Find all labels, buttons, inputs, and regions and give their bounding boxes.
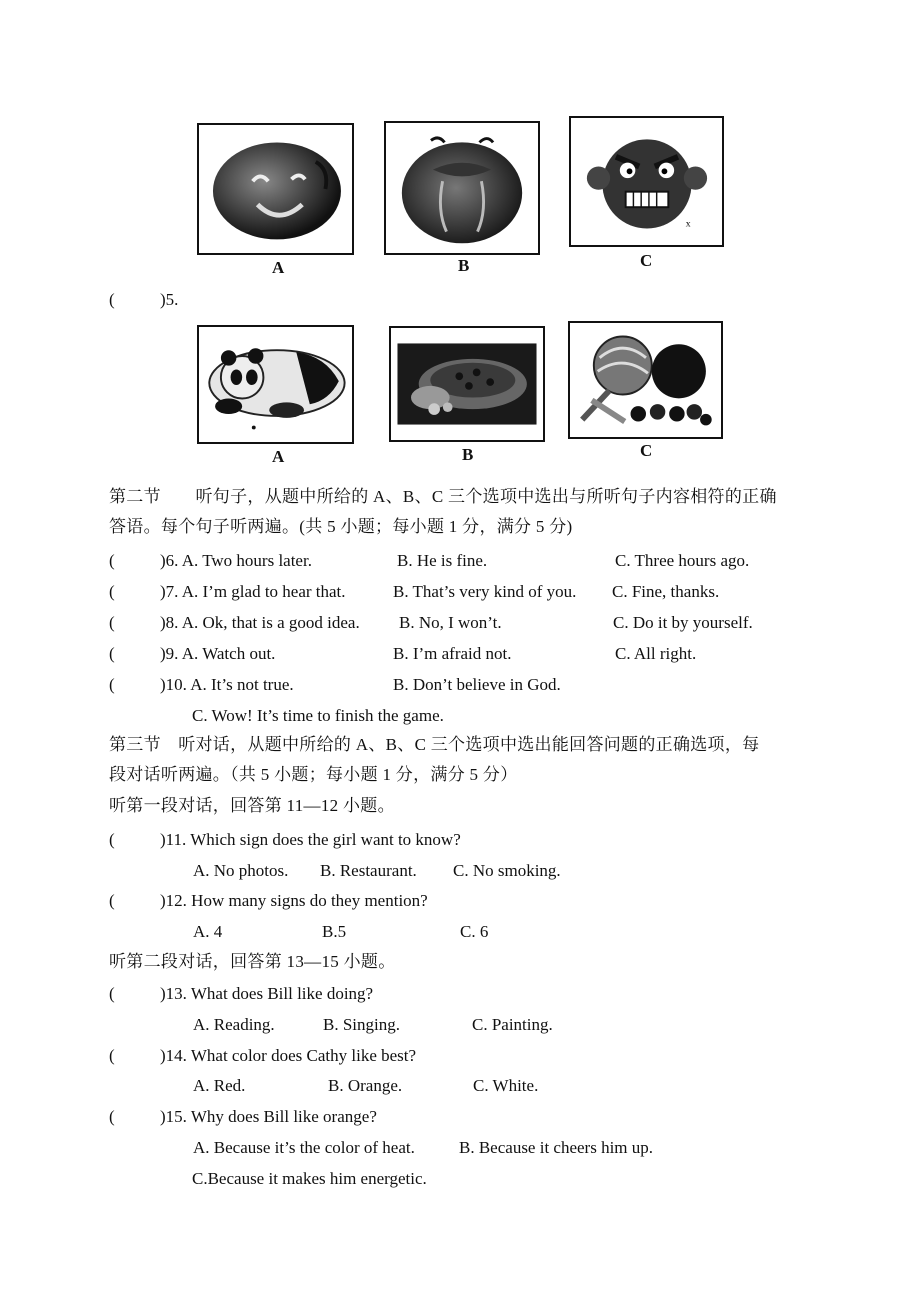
q9-option-a: )9. A. Watch out. [160,644,276,663]
q11-option-c: C. No smoking. [453,861,561,880]
q5-label-c: C [640,441,653,460]
q7-option-a: )7. A. I’m glad to hear that. [160,582,346,601]
q8-option-a: )8. A. Ok, that is a good idea. [160,613,360,632]
lollipop-candy-icon [570,323,721,437]
q8-open-paren: ( [109,613,115,632]
q6-option-a: )6. A. Two hours later. [160,551,312,570]
svg-text:x: x [685,218,691,230]
q15-open-paren: ( [109,1107,115,1126]
q12-question: )12. How many signs do they mention? [160,891,428,910]
q14-option-b: B. Orange. [328,1076,403,1095]
q4-label-c: C [640,251,653,270]
q6-option-b: B. He is fine. [397,551,488,570]
q5-option-a-image [197,325,354,444]
q5-label-a: A [272,447,285,466]
q13-option-a: A. Reading. [193,1015,275,1034]
section2-heading-line2: 答语。每个句子听两遍。(共 5 小题；每小题 1 分，满分 5 分) [109,517,573,536]
section3-heading-line2: 段对话听两遍。（共 5 小题；每小题 1 分，满分 5 分） [109,765,518,784]
q12-option-c: C. 6 [460,922,489,941]
q9-option-b: B. I’m afraid not. [393,644,512,663]
section3-heading-line1: 第三节 听对话，从题中所给的 A、B、C 三个选项中选出能回答问题的正确选项，每 [109,735,760,754]
q6-open-paren: ( [109,551,115,570]
q14-question: )14. What color does Cathy like best? [160,1046,417,1065]
q15-option-b: B. Because it cheers him up. [459,1138,654,1157]
q12-option-a: A. 4 [193,922,223,941]
q10-option-b: B. Don’t believe in God. [393,675,561,694]
q15-question: )15. Why does Bill like orange? [160,1107,377,1126]
q8-option-b: B. No, I won’t. [399,613,502,632]
q11-open-paren: ( [109,830,115,849]
q7-option-c: C. Fine, thanks. [612,582,720,601]
dialogue2-instruction: 听第二段对话，回答第 13—15 小题。 [109,952,396,971]
dialogue1-instruction: 听第一段对话，回答第 11—12 小题。 [109,796,395,815]
q9-option-c: C. All right. [615,644,697,663]
q11-option-b: B. Restaurant. [320,861,417,880]
q11-question: )11. Which sign does the girl want to know? [160,830,461,849]
q13-option-c: C. Painting. [472,1015,553,1034]
pizza-plate-icon [391,328,543,440]
q6-option-c: C. Three hours ago. [615,551,750,570]
q5-option-b-image [389,326,545,442]
q4-option-b-image [384,121,540,255]
q15-option-c: C.Because it makes him energetic. [192,1169,427,1188]
q10-option-a: )10. A. It’s not true. [160,675,294,694]
q13-question: )13. What does Bill like doing? [160,984,374,1003]
q9-open-paren: ( [109,644,115,663]
crying-face-icon [386,123,538,253]
section2-heading-line1: 第二节 听句子，从题中所给的 A、B、C 三个选项中选出与所听句子内容相符的正确 [109,487,777,506]
q11-option-a: A. No photos. [193,861,289,880]
q14-open-paren: ( [109,1046,115,1065]
winking-face-icon [199,125,352,253]
q4-option-c-image [569,116,724,247]
q8-option-c: C. Do it by yourself. [613,613,753,632]
q4-label-b: B [458,256,470,275]
q13-open-paren: ( [109,984,115,1003]
q12-open-paren: ( [109,891,115,910]
q14-option-a: A. Red. [193,1076,246,1095]
q10-option-c: C. Wow! It’s time to finish the game. [192,706,444,725]
q7-open-paren: ( [109,582,115,601]
angry-face-icon [571,118,722,245]
q5-label-b: B [462,445,474,464]
q13-option-b: B. Singing. [323,1015,400,1034]
q4-label-a: A [272,258,285,277]
q14-option-c: C. White. [473,1076,539,1095]
q7-option-b: B. That’s very kind of you. [393,582,577,601]
q15-option-a: A. Because it’s the color of heat. [193,1138,415,1157]
q10-open-paren: ( [109,675,115,694]
q4-option-a-image [197,123,354,255]
q5-option-c-image [568,321,723,439]
q12-option-b: B.5 [322,922,347,941]
panda-toy-icon [199,327,352,442]
q5-number: )5. [160,290,179,309]
q5-open-paren: ( [109,290,115,309]
